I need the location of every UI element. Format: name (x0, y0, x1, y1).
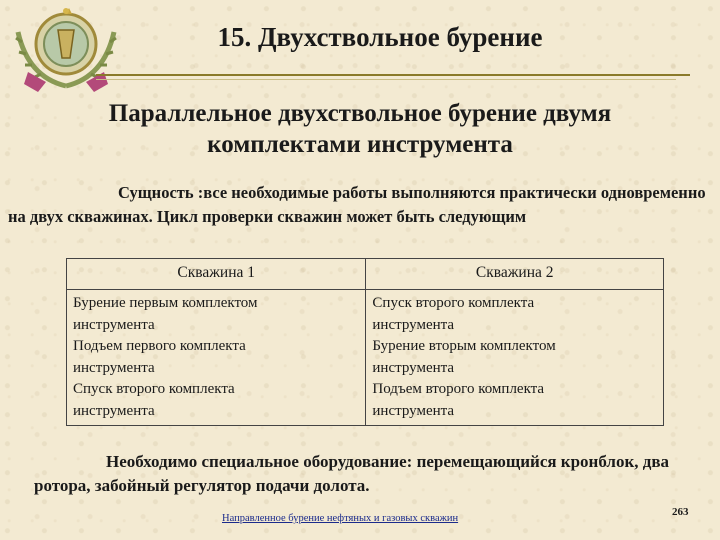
well-1-step-line: Подъем первого комплекта (73, 338, 246, 354)
well-1-step-line: инструмента (73, 402, 155, 419)
table-header-well-2: Скважина 2 (366, 259, 664, 290)
slide-subtitle: Параллельное двухствольное бурение двумя комплектами инструмента (108, 100, 612, 158)
well-1-step-line: инструмента (73, 359, 155, 376)
well-1-steps-cell (67, 290, 366, 426)
well-2-step-line: Подъем второго комплекта (372, 381, 545, 397)
well-2-step-line: Спуск второго комплекта (372, 295, 535, 311)
slide-title: 15. Двухствольное бурение (217, 22, 543, 52)
title-underline-thin (96, 79, 676, 80)
table-header-well-1: Скважина 1 (67, 259, 366, 290)
well-1-step-line: Спуск второго комплекта (73, 381, 235, 397)
well-2-step-line: инструмента (372, 316, 455, 333)
well-2-step-line: Бурение вторым комплектом (372, 338, 556, 354)
footer-link[interactable]: Направленное бурение нефтяных и газовых скважин (222, 513, 459, 524)
well-2-step-line: инструмента (372, 359, 455, 376)
table-row (67, 290, 664, 426)
title-underline (96, 74, 690, 76)
well-cycle-table (66, 258, 664, 426)
well-2-step-line: инструмента (372, 402, 455, 419)
intro-paragraph: Сущность :все необходимые работы выполняются практически одновременно на двух скважинах. Цикл проверки скважин может быть следующим (8, 183, 706, 226)
conclusion-paragraph: Необходимо специальное оборудование: перемещающийся кронблок, два ротора, забойный регулятор подачи долота. (34, 452, 670, 495)
well-1-step-line: инструмента (73, 316, 155, 333)
table-header-row (67, 259, 664, 290)
page-number: 263 (672, 506, 689, 518)
well-2-steps-cell (366, 290, 664, 426)
well-1-step-line: Бурение первым комплектом (73, 295, 258, 311)
university-emblem-logo (8, 2, 126, 94)
